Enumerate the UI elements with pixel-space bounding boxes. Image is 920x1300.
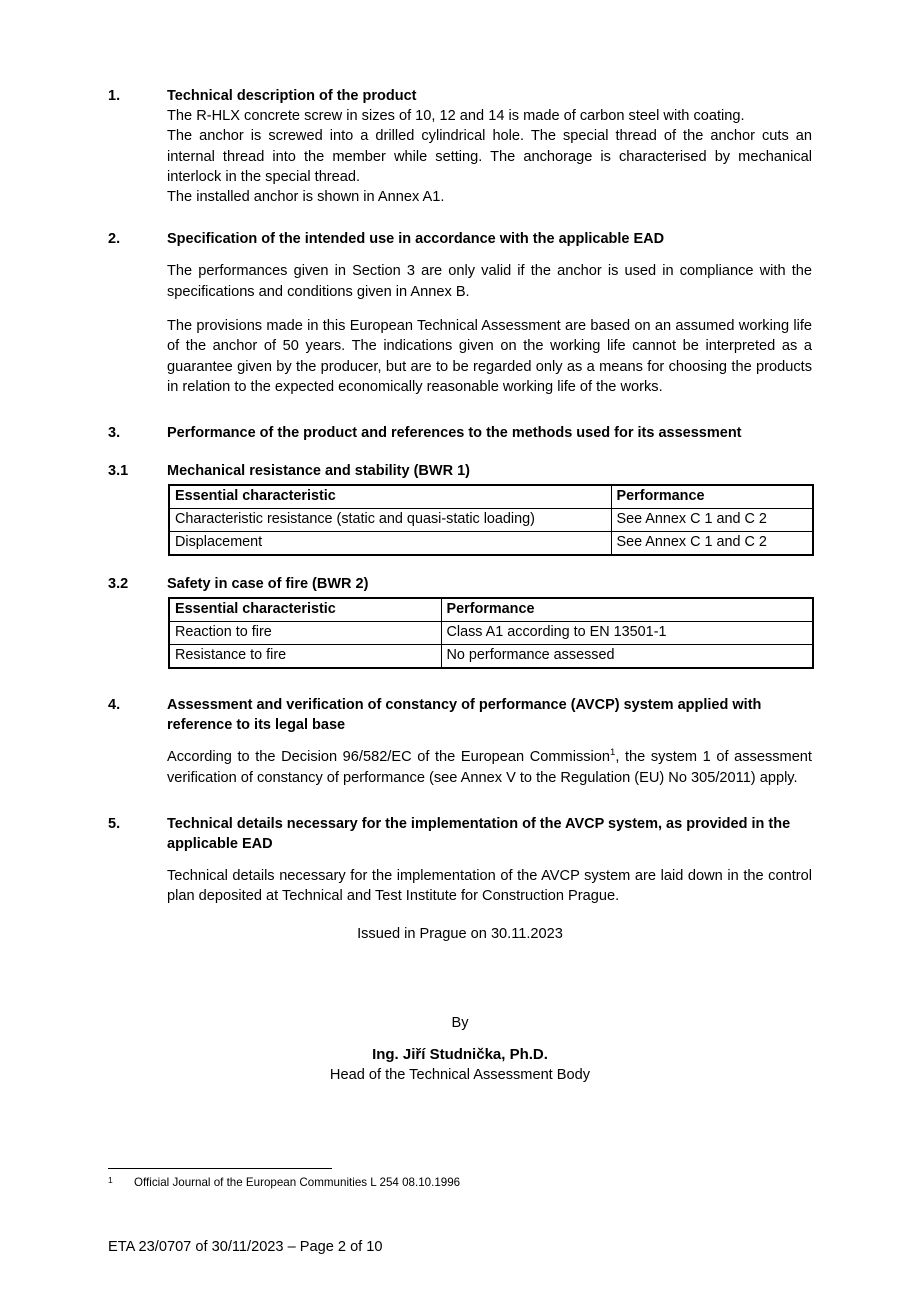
paragraph: The anchor is screwed into a drilled cylindrical hole. The special thread of the anchor cuts an internal thread into the member while setting. The anchorage is characterised by mechanical interlock in the special thread. <box>167 128 812 185</box>
section-2-number: 2. <box>108 231 121 248</box>
section-4-body <box>167 695 812 735</box>
cell-performance: See Annex C 1 and C 2 <box>611 532 813 556</box>
section-3-2-number: 3.2 <box>108 576 129 593</box>
paragraph: The performances given in Section 3 are only valid if the anchor is used in compliance with the specifications and conditions given in Annex B. <box>167 263 812 300</box>
table-header-row <box>169 598 813 622</box>
signatory-name: Ing. Jiří Studnička, Ph.D. <box>372 1046 548 1064</box>
cell-performance: See Annex C 1 and C 2 <box>611 509 813 532</box>
section-3-1-body <box>167 461 812 481</box>
section-1-number: 1. <box>108 88 121 104</box>
issued-statement: Issued in Prague on 30.11.2023 <box>357 926 563 943</box>
section-2-title: Specification of the intended use in accordance with the applicable EAD <box>167 231 665 248</box>
section-3 <box>108 423 812 443</box>
section-5-title: Technical details necessary for the implementation of the AVCP system, as provided in the applicable EAD <box>167 815 791 852</box>
section-2 <box>108 229 812 249</box>
section-4-paragraphs <box>167 735 812 788</box>
table-row <box>169 645 813 669</box>
footnote-area <box>108 1168 812 1191</box>
paragraph-text-prefix: According to the Decision 96/582/EC of the European Commission <box>167 749 611 766</box>
section-3-2 <box>108 574 812 594</box>
section-2-body <box>167 229 812 249</box>
section-3-number: 3. <box>108 425 121 442</box>
safety-fire-table <box>168 597 814 669</box>
column-header-characteristic: Essential characteristic <box>169 485 611 509</box>
mechanical-resistance-table <box>168 484 814 556</box>
footnote-marker: 1 <box>108 1175 113 1185</box>
section-3-1-title: Mechanical resistance and stability (BWR 1) <box>167 463 470 480</box>
paragraph: The installed anchor is shown in Annex A1. <box>167 189 445 206</box>
section-2-paragraphs <box>167 249 812 397</box>
cell-characteristic: Resistance to fire <box>169 645 441 669</box>
mechanical-table-wrapper <box>168 484 812 556</box>
cell-characteristic: Characteristic resistance (static and quasi-static loading) <box>169 509 611 532</box>
section-4-number: 4. <box>108 697 121 714</box>
spacer <box>108 945 812 1013</box>
section-1-title: Technical description of the product <box>167 88 417 104</box>
footnote-text: Official Journal of the European Communities L 254 08.10.1996 <box>134 1176 461 1189</box>
spacer <box>167 735 812 747</box>
section-3-body <box>167 423 812 443</box>
paragraph: The provisions made in this European Technical Assessment are based on an assumed working life of the anchor of 50 years. The indications given on the working life cannot be interpreted as a guarantee given by the producer, but are to be regarded only as a means for choosing the products in relation to the expected economically reasonable working life of the works. <box>167 318 812 395</box>
spacer <box>108 669 812 695</box>
cell-characteristic: Displacement <box>169 532 611 556</box>
spacer <box>108 397 812 423</box>
section-3-1-number: 3.1 <box>108 463 129 480</box>
section-1 <box>108 86 812 106</box>
table-row <box>169 622 813 645</box>
spacer <box>108 556 812 574</box>
cell-performance: No performance assessed <box>441 645 813 669</box>
spacer <box>108 207 812 229</box>
spacer <box>167 854 812 866</box>
section-5-paragraphs <box>167 854 812 907</box>
table-row <box>169 509 813 532</box>
column-header-performance: Performance <box>441 598 813 622</box>
document-body <box>108 86 812 1086</box>
section-1-paragraphs <box>167 106 812 207</box>
spacer <box>108 788 812 814</box>
signatory-role: Head of the Technical Assessment Body <box>329 1067 591 1084</box>
fire-table-wrapper <box>168 597 812 669</box>
signature-by-label: By <box>451 1014 469 1031</box>
section-3-2-title: Safety in case of fire (BWR 2) <box>167 576 369 593</box>
section-3-title: Performance of the product and references to the methods used for its assessment <box>167 425 742 442</box>
footnote-item <box>108 1175 812 1191</box>
paragraph: The R-HLX concrete screw in sizes of 10, 12 and 14 is made of carbon steel with coating. <box>167 108 745 124</box>
section-3-1 <box>108 461 812 481</box>
footnote-reference-marker: 1 <box>610 747 616 759</box>
section-4-title: Assessment and verification of constancy of performance (AVCP) system applied with reference to its legal base <box>167 697 762 734</box>
spacer <box>167 249 812 261</box>
spacer <box>108 1033 812 1045</box>
section-4 <box>108 695 812 735</box>
paragraph: Technical details necessary for the implementation of the AVCP system are laid down in the control plan deposited at Technical and Test Institute for Construction Prague. <box>167 867 812 905</box>
section-3-2-body <box>167 574 812 594</box>
table-header-row <box>169 485 813 509</box>
page-footer: ETA 23/0707 of 30/11/2023 – Page 2 of 10 <box>108 1239 383 1255</box>
paragraph-text-suffix: , the system 1 of assessment verification of constancy of performance (see Annex V to the Regulation (EU) No 305/2011) apply. <box>167 749 812 786</box>
section-5 <box>108 814 812 854</box>
section-5-number: 5. <box>108 815 121 832</box>
section-5-body <box>167 814 812 854</box>
spacer <box>108 443 812 461</box>
cell-characteristic: Reaction to fire <box>169 622 441 645</box>
column-header-performance: Performance <box>611 485 813 509</box>
cell-performance: Class A1 according to EN 13501-1 <box>441 622 813 645</box>
table-row <box>169 532 813 556</box>
footnote-separator-rule <box>108 1168 332 1169</box>
column-header-characteristic: Essential characteristic <box>169 598 441 622</box>
section-1-body <box>167 86 812 106</box>
spacer <box>108 906 812 924</box>
paragraph <box>167 747 812 788</box>
